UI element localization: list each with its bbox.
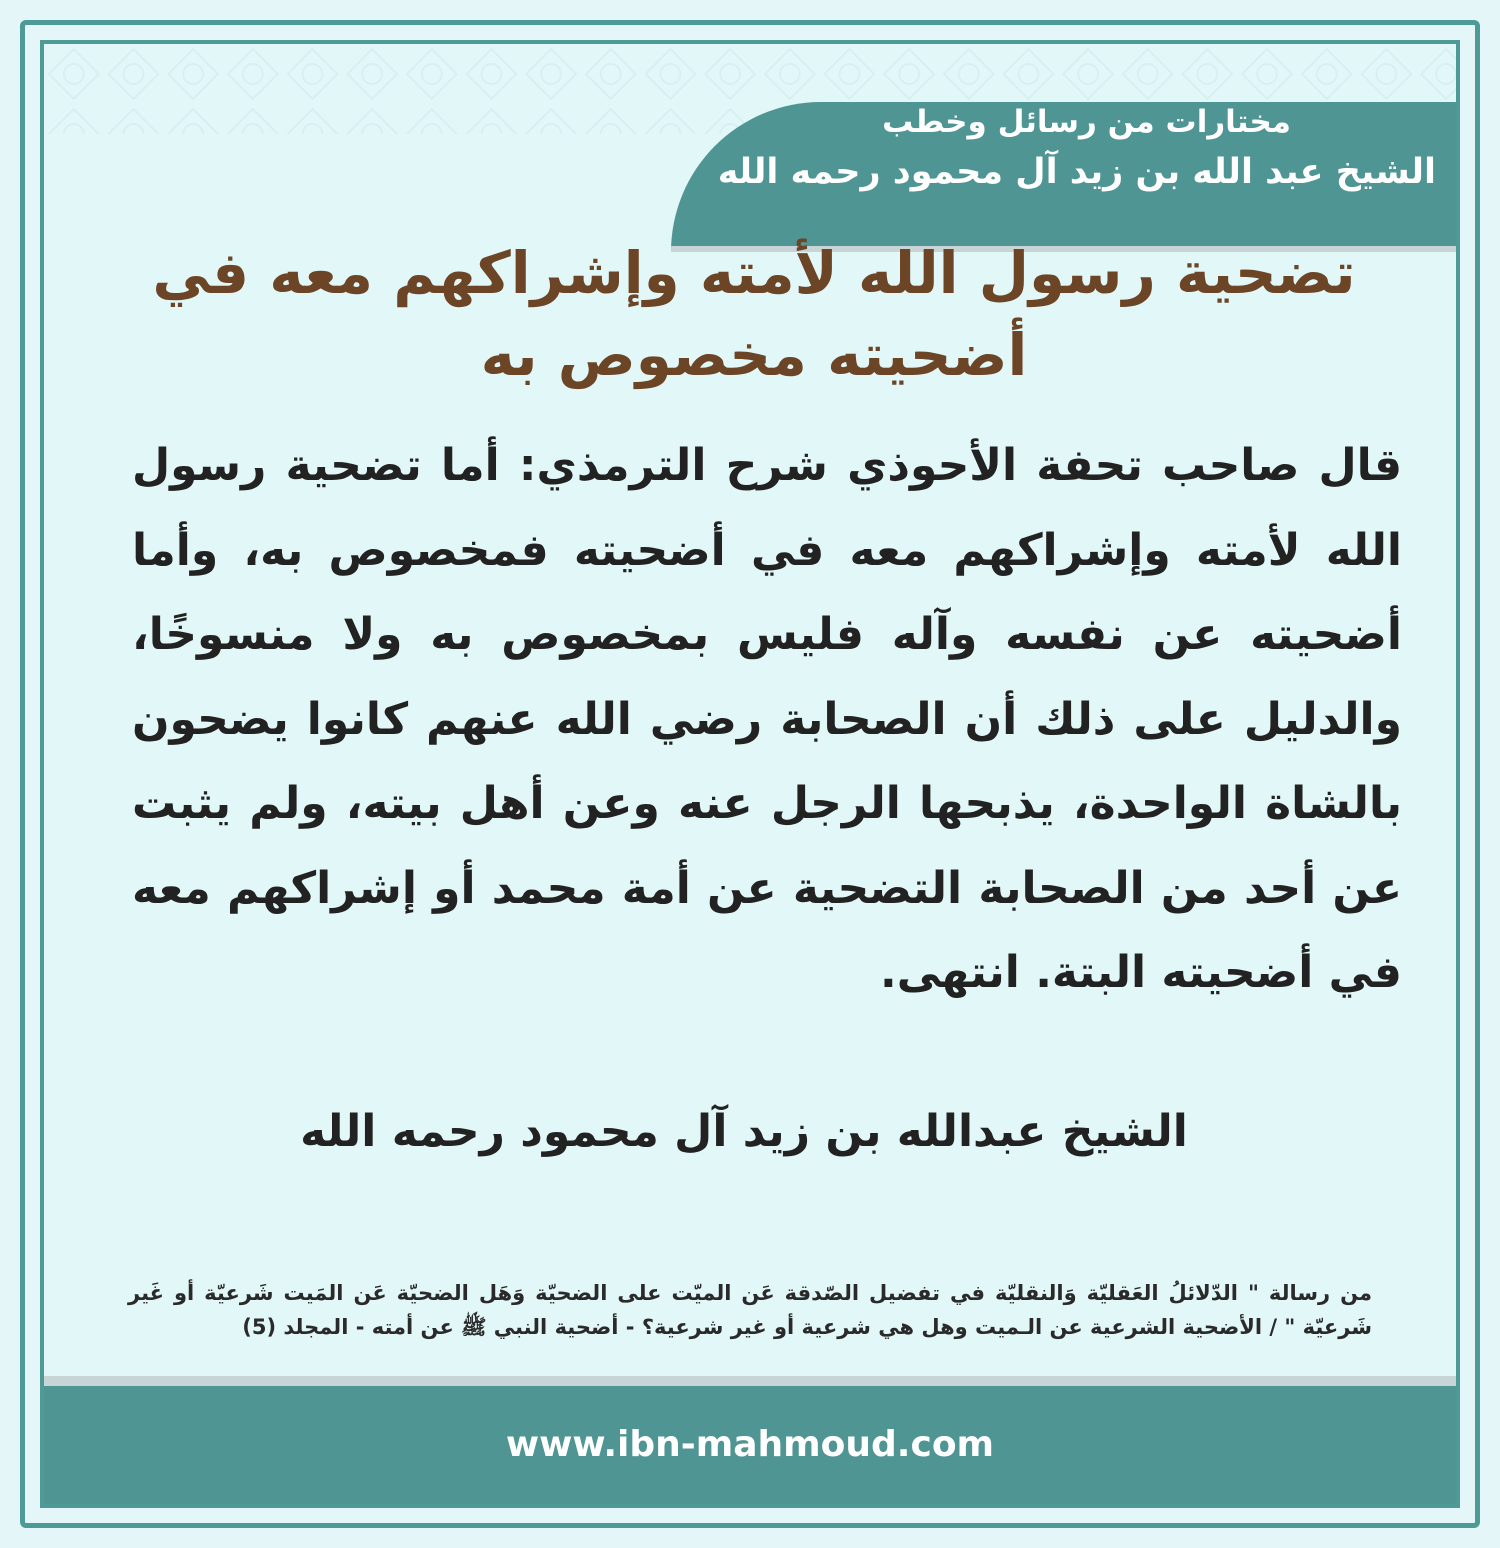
signature: الشيخ عبدالله بن زيد آل محمود رحمه الله — [300, 1106, 1188, 1157]
source-citation: من رسالة " الدّلائلُ العَقليّة وَالنقليّة في تفضيل الصّدقة عَن الميّت على الضحيّة وَهَل الضحيّة عَن المَيت شَرعيّة أو غَير شَرعيّة " / الأضحية الشرعية عن الـميت وهل هي شرعية أو غير شرعية؟ - أضحية النبي ﷺ عن أمته - المجلد (5) — [128, 1281, 1372, 1339]
header-subtitle: مختارات من رسائل وخطب — [882, 104, 1291, 140]
page-title: تضحية رسول الله لأمته وإشراكهم معه في أضحيته مخصوص به — [152, 239, 1356, 389]
website-link[interactable]: www.ibn-mahmoud.com — [505, 1424, 995, 1465]
header-author: الشيخ عبد الله بن زيد آل محمود رحمه الله — [717, 152, 1436, 192]
footer-bar — [44, 1386, 1456, 1504]
footer-divider — [44, 1376, 1456, 1386]
body-paragraph: قال صاحب تحفة الأحوذي شرح الترمذي: أما تضحية رسول الله لأمته وإشراكهم معه في أضحيته فمخصوص به، وأما أضحيته عن نفسه وآله فليس بمخصوص به ولا منسوخًا، والدليل على ذلك أن الصحابة رضي الله عنهم كانوا يضحون بالشاة الواحدة، يذبحها الرجل عنه وعن أهل بيته، ولم يثبت عن أحد من الصحابة التضحية عن أمة محمد أو إشراكهم معه في أضحيته البتة. انتهى. — [132, 440, 1402, 998]
content-card — [40, 40, 1460, 1508]
